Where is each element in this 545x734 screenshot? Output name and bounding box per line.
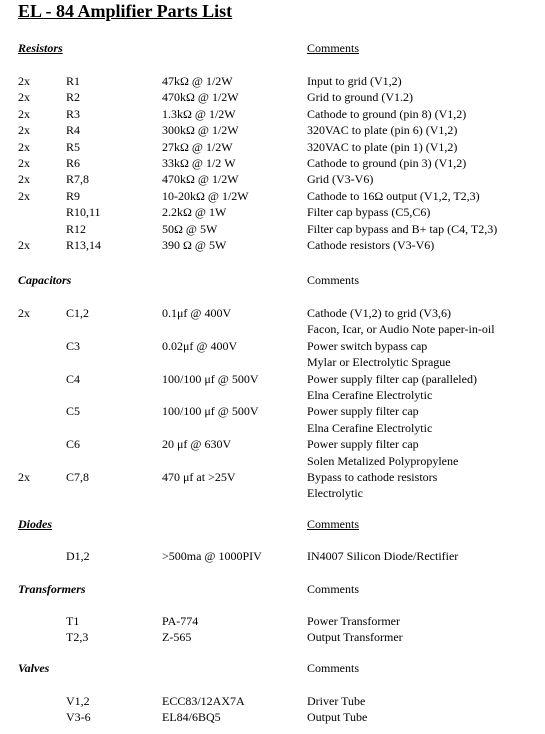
part-qty: 2x — [18, 139, 30, 154]
part-value: 27kΩ @ 1/2W — [162, 139, 233, 154]
section-title: Transformers — [18, 582, 86, 596]
part-row — [18, 237, 543, 253]
part-comment: Cathode (V1,2) to grid (V3,6) — [307, 306, 451, 320]
part-value: 50Ω @ 5W — [162, 221, 218, 236]
part-qty: 2x — [18, 74, 30, 88]
part-comment: Bypass to cathode resistors — [307, 470, 438, 484]
part-ref: R6 — [66, 156, 81, 170]
part-value: 47kΩ @ 1/2W — [162, 74, 233, 88]
part-value: 470kΩ @ 1/2W — [162, 172, 239, 187]
part-ref: R9 — [66, 188, 81, 203]
part-value: ECC83/12AX7A — [162, 694, 245, 708]
part-row — [18, 629, 543, 645]
part-row — [18, 420, 543, 436]
part-value: 10-20kΩ @ 1/2W — [162, 188, 249, 203]
section-title: Diodes — [18, 517, 52, 531]
part-comment: Output Tube — [307, 710, 368, 725]
part-row — [18, 485, 543, 501]
section-title: Capacitors — [18, 273, 72, 287]
page-title: EL - 84 Amplifier Parts List — [18, 1, 233, 21]
part-comment: Input to grid (V1,2) — [307, 74, 402, 88]
part-ref: R10,11 — [66, 205, 101, 220]
part-row — [18, 469, 543, 485]
part-qty: 2x — [18, 306, 30, 320]
part-ref: C1,2 — [66, 306, 90, 320]
section-header-capacitors — [18, 272, 538, 288]
part-value: 470kΩ @ 1/2W — [162, 90, 239, 105]
part-comment: Power supply filter cap (paralleled) — [307, 371, 477, 386]
part-ref: V1,2 — [66, 694, 90, 708]
part-comment: Grid (V3-V6) — [307, 172, 374, 187]
part-ref: T2,3 — [66, 630, 89, 645]
part-ref: C5 — [66, 404, 81, 419]
part-value: EL84/6BQ5 — [162, 710, 221, 725]
part-row — [18, 436, 543, 452]
part-ref: C4 — [66, 371, 81, 386]
part-value: 300kΩ @ 1/2W — [162, 123, 239, 138]
part-row — [18, 171, 543, 187]
part-comment: Elna Cerafine Electrolytic — [307, 388, 433, 402]
part-ref: R3 — [66, 106, 81, 121]
part-row — [18, 89, 543, 105]
section-header-resistors — [18, 40, 538, 56]
comments-header: Comments — [307, 273, 360, 287]
part-row — [18, 387, 543, 403]
part-row — [18, 155, 543, 171]
part-value: 100/100 μf @ 500V — [162, 371, 259, 386]
part-value: 390 Ω @ 5W — [162, 238, 227, 252]
part-value: PA-774 — [162, 614, 199, 628]
part-value: 0.02μf @ 400V — [162, 338, 238, 353]
part-row — [18, 613, 543, 629]
part-ref: C6 — [66, 437, 81, 452]
part-ref: V3-6 — [66, 710, 91, 725]
part-comment: Electrolytic — [307, 486, 363, 501]
part-qty: 2x — [18, 123, 30, 138]
part-row — [18, 693, 543, 709]
part-ref: T1 — [66, 614, 80, 628]
part-ref: R1 — [66, 74, 81, 88]
part-ref: R4 — [66, 123, 81, 138]
part-comment: Grid to ground (V1.2) — [307, 90, 413, 105]
part-row — [18, 354, 543, 370]
part-value: >500ma @ 1000PIV — [162, 549, 262, 563]
part-comment: Cathode resistors (V3-V6) — [307, 238, 435, 252]
part-ref: R12 — [66, 221, 87, 236]
part-value: Z-565 — [162, 630, 192, 645]
part-ref: C7,8 — [66, 470, 90, 484]
part-value: 33kΩ @ 1/2 W — [162, 156, 236, 170]
part-row — [18, 139, 543, 155]
part-qty: 2x — [18, 188, 30, 203]
comments-header: Comments — [307, 661, 360, 675]
part-value: 100/100 μf @ 500V — [162, 404, 259, 419]
part-comment: Driver Tube — [307, 694, 366, 708]
part-row — [18, 403, 543, 419]
part-row — [18, 73, 543, 89]
part-row — [18, 221, 543, 237]
comments-header: Comments — [307, 517, 360, 531]
section-title: Resistors — [18, 41, 63, 55]
part-comment: Power Transformer — [307, 614, 400, 628]
part-qty: 2x — [18, 106, 30, 121]
part-value: 470 μf at >25V — [162, 470, 236, 484]
comments-header: Comments — [307, 582, 360, 596]
part-value: 1.3kΩ @ 1/2W — [162, 106, 236, 121]
part-comment: Elna Cerafine Electrolytic — [307, 420, 433, 435]
part-ref: R5 — [66, 139, 81, 154]
part-comment: Output Transformer — [307, 630, 403, 645]
part-row — [18, 709, 543, 725]
part-comment: 320VAC to plate (pin 6) (V1,2) — [307, 123, 458, 138]
comments-header: Comments — [307, 41, 360, 55]
part-qty: 2x — [18, 470, 30, 484]
part-row — [18, 453, 543, 469]
section-title: Valves — [18, 661, 50, 675]
part-comment: Power supply filter cap — [307, 404, 419, 419]
part-ref: C3 — [66, 338, 81, 353]
part-comment: Power switch bypass cap — [307, 338, 428, 353]
part-comment: 320VAC to plate (pin 1) (V1,2) — [307, 139, 458, 154]
part-comment: IN4007 Silicon Diode/Rectifier — [307, 549, 459, 563]
part-value: 0.1μf @ 400V — [162, 306, 232, 320]
part-comment: Cathode to ground (pin 8) (V1,2) — [307, 106, 467, 121]
part-qty: 2x — [18, 172, 30, 187]
part-ref: R7,8 — [66, 172, 90, 187]
part-row — [18, 371, 543, 387]
part-comment: Filter cap bypass (C5,C6) — [307, 205, 431, 220]
part-comment: Cathode to 16Ω output (V1,2, T2,3) — [307, 188, 480, 203]
part-row — [18, 321, 543, 337]
part-ref: R13,14 — [66, 238, 102, 252]
part-ref: D1,2 — [66, 549, 90, 563]
section-header-diodes — [18, 516, 538, 532]
part-comment: Cathode to ground (pin 3) (V1,2) — [307, 156, 467, 170]
part-row — [18, 122, 543, 138]
part-comment: Mylar or Electrolytic Sprague — [307, 355, 451, 370]
part-qty: 2x — [18, 156, 30, 170]
part-comment: Filter cap bypass and B+ tap (C4, T2,3) — [307, 221, 498, 236]
part-qty: 2x — [18, 238, 30, 252]
section-header-transformers — [18, 581, 538, 597]
part-qty: 2x — [18, 90, 30, 105]
part-comment: Solen Metalized Polypropylene — [307, 453, 459, 468]
part-row — [18, 305, 543, 321]
part-comment: Power supply filter cap — [307, 437, 419, 452]
section-header-valves — [18, 660, 538, 676]
part-row — [18, 106, 543, 122]
part-comment: Facon, Icar, or Audio Note paper-in-oil — [307, 322, 495, 337]
part-row — [18, 548, 543, 564]
part-value: 2.2kΩ @ 1W — [162, 205, 227, 220]
part-row — [18, 338, 543, 354]
part-value: 20 μf @ 630V — [162, 437, 232, 452]
part-ref: R2 — [66, 90, 81, 105]
part-row — [18, 188, 543, 204]
part-row — [18, 204, 543, 220]
